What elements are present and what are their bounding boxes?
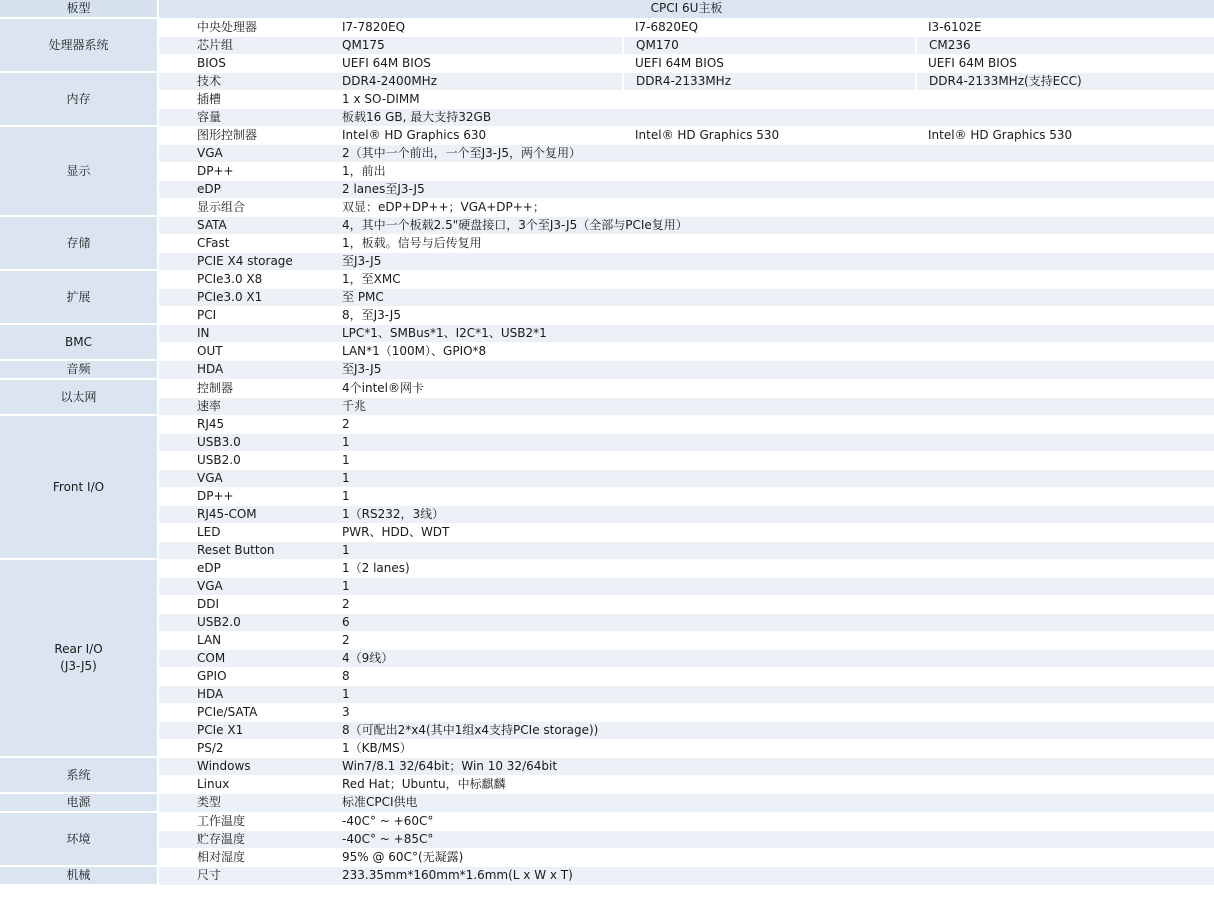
table-row	[0, 162, 1214, 180]
table-row	[0, 234, 1214, 252]
table-row	[0, 757, 1214, 775]
spec-item: VGA	[158, 577, 330, 595]
category-bmc: BMC	[0, 324, 158, 360]
table-row	[0, 469, 1214, 487]
spec-item: 尺寸	[158, 866, 330, 885]
header-label: 板型	[0, 0, 158, 18]
spec-value: 至J3-J5	[330, 252, 1214, 270]
spec-item: USB2.0	[158, 451, 330, 469]
spec-value: PWR、HDD、WDT	[330, 523, 1214, 541]
spec-value: Win7/8.1 32/64bit；Win 10 32/64bit	[330, 757, 1214, 775]
table-row	[0, 631, 1214, 649]
spec-value: 4（9线）	[330, 649, 1214, 667]
spec-value: 8	[330, 667, 1214, 685]
spec-item: IN	[158, 324, 330, 342]
spec-item: HDA	[158, 360, 330, 379]
category-rear-io-line1: Rear I/O	[54, 642, 103, 656]
table-row	[0, 775, 1214, 793]
category-cpu: 处理器系统	[0, 18, 158, 72]
spec-value: 板载16 GB, 最大支持32GB	[330, 108, 1214, 126]
spec-item: 插槽	[158, 90, 330, 108]
table-row	[0, 415, 1214, 433]
table-row	[0, 36, 1214, 54]
spec-value: 2	[330, 595, 1214, 613]
spec-item: VGA	[158, 144, 330, 162]
spec-value: 233.35mm*160mm*1.6mm(L x W x T)	[330, 866, 1214, 885]
spec-value: 2（其中一个前出，一个至J3-J5，两个复用）	[330, 144, 1214, 162]
spec-item: LED	[158, 523, 330, 541]
table-row	[0, 487, 1214, 505]
spec-value: 1，前出	[330, 162, 1214, 180]
spec-item: DP++	[158, 487, 330, 505]
category-front-io: Front I/O	[0, 415, 158, 559]
spec-value: 4个intel®网卡	[330, 379, 1214, 397]
table-row	[0, 595, 1214, 613]
table-row	[0, 433, 1214, 451]
table-row	[0, 144, 1214, 162]
table-row	[0, 270, 1214, 288]
table-row	[0, 397, 1214, 415]
spec-value: 1（KB/MS）	[330, 739, 1214, 757]
spec-value: 2 lanes至J3-J5	[330, 180, 1214, 198]
spec-item: PCIe3.0 X8	[158, 270, 330, 288]
table-row	[0, 72, 1214, 90]
table-row	[0, 703, 1214, 721]
table-row	[0, 360, 1214, 379]
spec-value: 2	[330, 631, 1214, 649]
spec-item: SATA	[158, 216, 330, 234]
category-display: 显示	[0, 126, 158, 216]
header-row	[0, 0, 1214, 18]
spec-value: I7-7820EQ	[330, 18, 623, 36]
table-row	[0, 198, 1214, 216]
spec-item: HDA	[158, 685, 330, 703]
spec-item: 芯片组	[158, 36, 330, 54]
table-row	[0, 505, 1214, 523]
spec-item: OUT	[158, 342, 330, 360]
spec-item: PCI	[158, 306, 330, 324]
spec-item: eDP	[158, 180, 330, 198]
category-rear-io	[0, 559, 158, 757]
table-row	[0, 523, 1214, 541]
spec-item: 类型	[158, 793, 330, 812]
spec-value: QM170	[623, 36, 916, 54]
spec-value: I3-6102E	[916, 18, 1214, 36]
category-expansion: 扩展	[0, 270, 158, 324]
spec-value: UEFI 64M BIOS	[623, 54, 916, 72]
spec-value: DDR4-2133MHz(支持ECC)	[916, 72, 1214, 90]
table-row	[0, 324, 1214, 342]
spec-item: PCIE X4 storage	[158, 252, 330, 270]
table-row	[0, 848, 1214, 866]
table-row	[0, 685, 1214, 703]
spec-value: 1，板载。信号与后传复用	[330, 234, 1214, 252]
spec-value: 1	[330, 577, 1214, 595]
spec-item: PCIe X1	[158, 721, 330, 739]
spec-item: USB2.0	[158, 613, 330, 631]
table-row	[0, 306, 1214, 324]
spec-item: 技术	[158, 72, 330, 90]
spec-value: 1 x SO-DIMM	[330, 90, 1214, 108]
table-row	[0, 577, 1214, 595]
spec-item: Reset Button	[158, 541, 330, 559]
spec-item: 显示组合	[158, 198, 330, 216]
table-row	[0, 667, 1214, 685]
spec-item: CFast	[158, 234, 330, 252]
spec-value: QM175	[330, 36, 623, 54]
category-memory: 内存	[0, 72, 158, 126]
table-row	[0, 180, 1214, 198]
spec-value: 标准CPCI供电	[330, 793, 1214, 812]
table-row	[0, 613, 1214, 631]
spec-value: -40C° ~ +85C°	[330, 830, 1214, 848]
table-row	[0, 721, 1214, 739]
spec-item: BIOS	[158, 54, 330, 72]
spec-value: CM236	[916, 36, 1214, 54]
spec-item: 相对湿度	[158, 848, 330, 866]
spec-value: 95% @ 60C°(无凝露)	[330, 848, 1214, 866]
spec-value: 1（2 lanes)	[330, 559, 1214, 577]
table-row	[0, 830, 1214, 848]
category-audio: 音频	[0, 360, 158, 379]
table-row	[0, 90, 1214, 108]
spec-value: Intel® HD Graphics 630	[330, 126, 623, 144]
category-ethernet: 以太网	[0, 379, 158, 415]
spec-value: Intel® HD Graphics 530	[623, 126, 916, 144]
spec-value: 1	[330, 487, 1214, 505]
spec-item: COM	[158, 649, 330, 667]
spec-item: eDP	[158, 559, 330, 577]
table-row	[0, 812, 1214, 830]
spec-value: 8，至J3-J5	[330, 306, 1214, 324]
spec-item: DDI	[158, 595, 330, 613]
table-row	[0, 379, 1214, 397]
spec-value: 千兆	[330, 397, 1214, 415]
table-row	[0, 739, 1214, 757]
spec-value: DDR4-2133MHz	[623, 72, 916, 90]
spec-item: 控制器	[158, 379, 330, 397]
spec-item: 工作温度	[158, 812, 330, 830]
table-row	[0, 252, 1214, 270]
spec-value: 8（可配出2*x4(其中1组x4支持PCIe storage))	[330, 721, 1214, 739]
spec-value: UEFI 64M BIOS	[330, 54, 623, 72]
category-storage: 存储	[0, 216, 158, 270]
spec-item: 速率	[158, 397, 330, 415]
spec-value: 6	[330, 613, 1214, 631]
spec-item: PS/2	[158, 739, 330, 757]
spec-value: 3	[330, 703, 1214, 721]
spec-item: 中央处理器	[158, 18, 330, 36]
spec-item: PCIe3.0 X1	[158, 288, 330, 306]
spec-value: 至 PMC	[330, 288, 1214, 306]
spec-item: 贮存温度	[158, 830, 330, 848]
spec-item: VGA	[158, 469, 330, 487]
spec-item: Linux	[158, 775, 330, 793]
spec-item: DP++	[158, 162, 330, 180]
table-row	[0, 559, 1214, 577]
spec-value: 1	[330, 433, 1214, 451]
spec-value: 1，至XMC	[330, 270, 1214, 288]
table-row	[0, 541, 1214, 559]
spec-item: Windows	[158, 757, 330, 775]
spec-value: 1	[330, 685, 1214, 703]
category-os: 系统	[0, 757, 158, 793]
table-row	[0, 126, 1214, 144]
spec-value: 至J3-J5	[330, 360, 1214, 379]
spec-item: 图形控制器	[158, 126, 330, 144]
spec-value: 1	[330, 469, 1214, 487]
spec-value: 1	[330, 451, 1214, 469]
spec-value: 1	[330, 541, 1214, 559]
table-row	[0, 649, 1214, 667]
spec-value: 2	[330, 415, 1214, 433]
spec-item: GPIO	[158, 667, 330, 685]
category-power: 电源	[0, 793, 158, 812]
table-row	[0, 451, 1214, 469]
table-row	[0, 866, 1214, 885]
table-row	[0, 54, 1214, 72]
spec-value: Red Hat；Ubuntu，中标麒麟	[330, 775, 1214, 793]
spec-item: LAN	[158, 631, 330, 649]
category-mechanical: 机械	[0, 866, 158, 885]
spec-item: USB3.0	[158, 433, 330, 451]
spec-value: UEFI 64M BIOS	[916, 54, 1214, 72]
spec-item: 容量	[158, 108, 330, 126]
category-environment: 环境	[0, 812, 158, 866]
header-value: CPCI 6U主板	[158, 0, 1214, 18]
spec-item: RJ45-COM	[158, 505, 330, 523]
table-row	[0, 342, 1214, 360]
spec-value: DDR4-2400MHz	[330, 72, 623, 90]
spec-item: RJ45	[158, 415, 330, 433]
table-row	[0, 216, 1214, 234]
spec-value: 1（RS232，3线）	[330, 505, 1214, 523]
category-rear-io-line2: (J3-J5)	[60, 659, 97, 673]
spec-value: 4，其中一个板载2.5"硬盘接口，3个至J3-J5（全部与PCIe复用）	[330, 216, 1214, 234]
spec-item: PCIe/SATA	[158, 703, 330, 721]
table-row	[0, 18, 1214, 36]
spec-value: Intel® HD Graphics 530	[916, 126, 1214, 144]
table-row	[0, 108, 1214, 126]
spec-value: 双显：eDP+DP++；VGA+DP++；	[330, 198, 1214, 216]
spec-value: I7-6820EQ	[623, 18, 916, 36]
spec-value: LPC*1、SMBus*1、I2C*1、USB2*1	[330, 324, 1214, 342]
table-row	[0, 288, 1214, 306]
spec-value: -40C° ~ +60C°	[330, 812, 1214, 830]
spec-value: LAN*1（100M）、GPIO*8	[330, 342, 1214, 360]
table-row	[0, 793, 1214, 812]
